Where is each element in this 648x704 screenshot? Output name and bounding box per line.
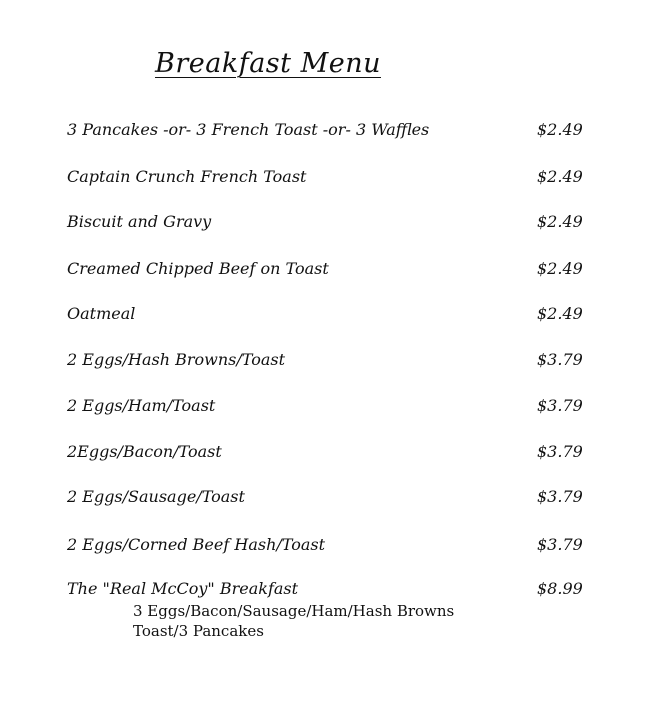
menu-item-name: 3 Pancakes -or- 3 French Toast -or- 3 Waffles xyxy=(67,120,430,139)
menu-item-name: Biscuit and Gravy xyxy=(67,212,212,231)
menu-item-price: $3.79 xyxy=(537,350,583,369)
menu-item-name: 2Eggs/Bacon/Toast xyxy=(67,442,222,461)
menu-title: Breakfast Menu xyxy=(155,48,381,79)
menu-item-name: Oatmeal xyxy=(67,304,136,323)
menu-item-price: $3.79 xyxy=(537,442,583,461)
menu-item-name: The "Real McCoy" Breakfast xyxy=(67,579,299,598)
menu-item-price: $8.99 xyxy=(537,579,583,598)
menu-item-price: $2.49 xyxy=(537,167,583,186)
menu-item-price: $3.79 xyxy=(537,535,583,554)
menu-item xyxy=(67,120,587,144)
menu-item-price: $2.49 xyxy=(537,259,583,278)
menu-item xyxy=(67,535,587,559)
menu-item-name: Captain Crunch French Toast xyxy=(67,167,307,186)
menu-item-description xyxy=(133,601,454,641)
menu-item xyxy=(67,350,587,374)
menu-item-name: Creamed Chipped Beef on Toast xyxy=(67,259,329,278)
menu-item-price: $2.49 xyxy=(537,120,583,139)
menu-item-price: $3.79 xyxy=(537,396,583,415)
menu-item xyxy=(67,442,587,466)
menu-item xyxy=(67,259,587,283)
menu-item-price: $2.49 xyxy=(537,212,583,231)
menu-item-name: 2 Eggs/Hash Browns/Toast xyxy=(67,350,286,369)
menu-item-name: 2 Eggs/Ham/Toast xyxy=(67,396,216,415)
menu-item-price: $2.49 xyxy=(537,304,583,323)
menu-item-name: 2 Eggs/Corned Beef Hash/Toast xyxy=(67,535,325,554)
menu-item xyxy=(67,304,587,328)
menu-item xyxy=(67,487,587,511)
menu-item xyxy=(67,212,587,236)
menu-item-description-line: 3 Eggs/Bacon/Sausage/Ham/Hash Browns xyxy=(133,602,455,620)
menu-item-price: $3.79 xyxy=(537,487,583,506)
menu-item-description-line: Toast/3 Pancakes xyxy=(133,622,264,640)
menu-item-name: 2 Eggs/Sausage/Toast xyxy=(67,487,245,506)
menu-item-special xyxy=(67,579,587,649)
menu-item xyxy=(67,167,587,191)
menu-item xyxy=(67,396,587,420)
